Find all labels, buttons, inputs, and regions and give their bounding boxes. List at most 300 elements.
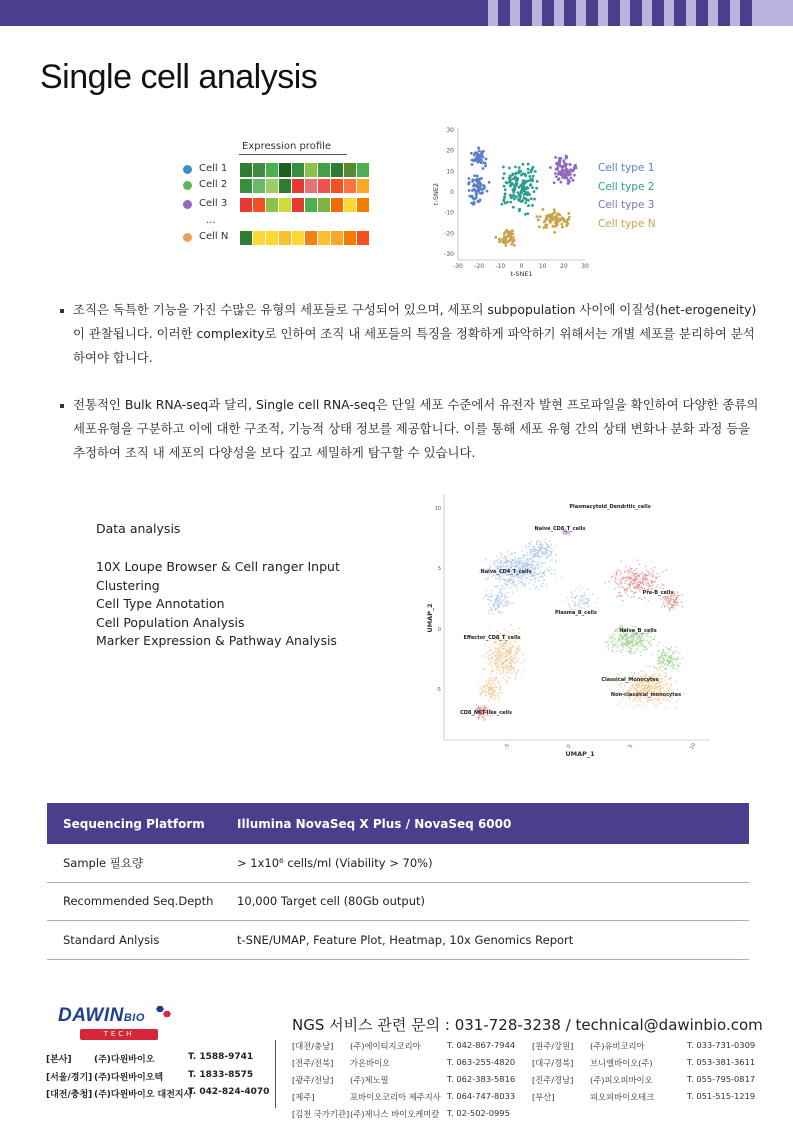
umap-point xyxy=(496,596,497,597)
umap-point xyxy=(550,545,551,546)
y-axis-label: UMAP_2 xyxy=(426,603,434,633)
umap-point xyxy=(648,686,649,687)
umap-point xyxy=(648,600,649,601)
heatmap-cell xyxy=(292,163,304,177)
umap-point xyxy=(609,581,610,582)
umap-point xyxy=(636,634,637,635)
umap-point xyxy=(620,686,621,687)
umap-point xyxy=(664,605,665,606)
umap-point xyxy=(511,651,512,652)
umap-point xyxy=(663,650,664,651)
banner-stripe xyxy=(686,0,696,26)
umap-point xyxy=(503,671,504,672)
umap-point xyxy=(508,659,509,660)
umap-point xyxy=(516,648,517,649)
umap-point xyxy=(498,597,499,598)
tsne-point xyxy=(557,212,560,215)
umap-point xyxy=(643,671,644,672)
umap-point xyxy=(671,604,672,605)
tsne-point xyxy=(486,190,489,193)
umap-point xyxy=(517,671,518,672)
umap-point xyxy=(660,656,661,657)
umap-point xyxy=(670,649,671,650)
umap-point xyxy=(621,572,622,573)
umap-point xyxy=(636,648,637,649)
umap-point xyxy=(644,649,645,650)
branch-row xyxy=(532,1074,762,1091)
umap-point xyxy=(506,566,507,567)
umap-point xyxy=(533,578,534,579)
tsne-point xyxy=(514,166,517,169)
umap-point xyxy=(532,551,533,552)
x-tick-label: -10 xyxy=(495,263,506,270)
tsne-point xyxy=(525,192,528,195)
tsne-point xyxy=(494,236,497,239)
umap-point xyxy=(638,597,639,598)
umap-point xyxy=(495,684,496,685)
umap-point xyxy=(490,680,491,681)
umap-point xyxy=(584,608,585,609)
umap-point xyxy=(673,600,674,601)
umap-point xyxy=(524,554,525,555)
umap-point xyxy=(572,593,573,594)
umap-point xyxy=(501,566,502,567)
umap-point xyxy=(619,583,620,584)
umap-point xyxy=(663,585,664,586)
umap-point xyxy=(495,662,496,663)
umap-point xyxy=(502,668,503,669)
tsne-point xyxy=(548,214,551,217)
umap-point xyxy=(536,540,537,541)
branch-column-right xyxy=(532,1040,762,1108)
umap-point xyxy=(626,589,627,590)
umap-point xyxy=(549,541,550,542)
umap-point xyxy=(499,651,500,652)
umap-point xyxy=(526,548,527,549)
branch-region: [대전/충남] xyxy=(292,1041,334,1051)
umap-point xyxy=(509,657,510,658)
tsne-point xyxy=(532,175,535,178)
umap-point xyxy=(498,698,499,699)
umap-point xyxy=(615,641,616,642)
expression-row xyxy=(172,231,352,245)
umap-point xyxy=(543,562,544,563)
tsne-point xyxy=(528,179,531,182)
umap-point xyxy=(670,604,671,605)
umap-point xyxy=(526,560,527,561)
umap-point xyxy=(505,593,506,594)
umap-point xyxy=(620,644,621,645)
umap-point xyxy=(507,676,508,677)
umap-point xyxy=(549,560,550,561)
umap-point xyxy=(507,645,508,646)
umap-point xyxy=(651,582,652,583)
tsne-point xyxy=(483,186,486,189)
umap-point xyxy=(503,562,504,563)
umap-point xyxy=(511,585,512,586)
umap-point xyxy=(499,581,500,582)
umap-point xyxy=(617,640,618,641)
umap-point xyxy=(579,607,580,608)
branch-row xyxy=(292,1108,522,1122)
umap-point xyxy=(485,559,486,560)
umap-point xyxy=(488,603,489,604)
umap-point xyxy=(569,533,570,534)
umap-point xyxy=(515,563,516,564)
umap-point xyxy=(643,702,644,703)
umap-point xyxy=(612,635,613,636)
heatmap-cell xyxy=(305,198,317,212)
umap-point xyxy=(581,594,582,595)
umap-point xyxy=(633,639,634,640)
umap-point xyxy=(530,575,531,576)
umap-point xyxy=(499,660,500,661)
umap-point xyxy=(659,678,660,679)
umap-point xyxy=(645,684,646,685)
umap-point xyxy=(648,643,649,644)
umap-point xyxy=(512,565,513,566)
umap-point xyxy=(635,573,636,574)
umap-point xyxy=(675,651,676,652)
tsne-point xyxy=(513,239,516,242)
tsne-point xyxy=(562,165,565,168)
tsne-point xyxy=(474,189,477,192)
tsne-point xyxy=(467,177,470,180)
umap-point xyxy=(538,589,539,590)
umap-point xyxy=(547,550,548,551)
umap-point xyxy=(612,645,613,646)
umap-point xyxy=(617,569,618,570)
banner-stripe xyxy=(620,0,630,26)
umap-point xyxy=(633,575,634,576)
spec-header-row xyxy=(47,803,749,844)
umap-point xyxy=(636,705,637,706)
heatmap-cell xyxy=(292,231,304,245)
umap-point xyxy=(625,645,626,646)
heatmap-cell xyxy=(318,179,330,193)
umap-point xyxy=(636,637,637,638)
umap-point xyxy=(498,559,499,560)
umap-point xyxy=(497,662,498,663)
umap-point xyxy=(535,551,536,552)
tsne-point xyxy=(553,208,556,211)
umap-point xyxy=(510,624,511,625)
banner-stripe xyxy=(510,0,520,26)
tsne-legend-item: Cell type 3 xyxy=(598,199,655,211)
umap-point xyxy=(626,638,627,639)
umap-point xyxy=(519,562,520,563)
umap-point xyxy=(496,599,497,600)
umap-point xyxy=(537,564,538,565)
umap-point xyxy=(657,654,658,655)
umap-point xyxy=(501,557,502,558)
umap-point xyxy=(616,629,617,630)
umap-point xyxy=(587,603,588,604)
tsne-point xyxy=(564,162,567,165)
umap-point xyxy=(622,645,623,646)
umap-point xyxy=(491,658,492,659)
umap-point xyxy=(629,635,630,636)
cell-dot-icon xyxy=(183,181,192,190)
umap-point xyxy=(488,660,489,661)
data-analysis-item: 10X Loupe Browser & Cell ranger Input xyxy=(96,559,340,574)
umap-point xyxy=(535,571,536,572)
umap-point xyxy=(638,573,639,574)
umap-point xyxy=(494,600,495,601)
tsne-point xyxy=(512,206,515,209)
umap-point xyxy=(488,681,489,682)
umap-point xyxy=(675,681,676,682)
umap-point xyxy=(655,684,656,685)
umap-point xyxy=(495,577,496,578)
cell-label: Cell N xyxy=(199,231,229,242)
umap-point xyxy=(505,602,506,603)
tsne-point xyxy=(502,177,505,180)
umap-point xyxy=(505,672,506,673)
umap-point xyxy=(497,556,498,557)
umap-point xyxy=(498,594,499,595)
branch-name: 포바이오코리아 제주지사 xyxy=(350,1092,441,1102)
umap-point xyxy=(488,655,489,656)
umap-point xyxy=(501,594,502,595)
umap-point xyxy=(614,574,615,575)
umap-point xyxy=(494,586,495,587)
umap-point xyxy=(571,591,572,592)
umap-point xyxy=(480,707,481,708)
tsne-point xyxy=(557,218,560,221)
umap-point xyxy=(660,681,661,682)
umap-point xyxy=(498,579,499,580)
heatmap-cell xyxy=(266,231,278,245)
tsne-point xyxy=(471,159,474,162)
office-name: (주)다윈바이오텍 xyxy=(94,1072,164,1083)
umap-point xyxy=(642,689,643,690)
umap-point xyxy=(505,658,506,659)
tsne-point xyxy=(567,179,570,182)
umap-point xyxy=(655,689,656,690)
umap-point xyxy=(676,707,677,708)
tsne-legend xyxy=(598,162,656,236)
tsne-point xyxy=(503,196,506,199)
umap-point xyxy=(497,561,498,562)
umap-point xyxy=(511,553,512,554)
umap-point xyxy=(641,587,642,588)
umap-point xyxy=(499,592,500,593)
branch-region: [원주/강원] xyxy=(532,1041,574,1051)
umap-point xyxy=(638,638,639,639)
umap-point xyxy=(509,646,510,647)
umap-point xyxy=(671,607,672,608)
umap-point xyxy=(527,559,528,560)
banner-stripe xyxy=(708,0,718,26)
umap-point xyxy=(488,647,489,648)
umap-point xyxy=(491,608,492,609)
umap-point xyxy=(540,577,541,578)
branch-row xyxy=(292,1057,522,1074)
umap-point xyxy=(647,585,648,586)
umap-point xyxy=(662,659,663,660)
umap-point xyxy=(645,635,646,636)
data-analysis-item: Marker Expression & Pathway Analysis xyxy=(96,633,337,649)
umap-point xyxy=(495,660,496,661)
heatmap-cell xyxy=(305,179,317,193)
umap-point xyxy=(676,601,677,602)
umap-point xyxy=(660,665,661,666)
umap-point xyxy=(514,565,515,566)
umap-point xyxy=(676,659,677,660)
data-analysis-list xyxy=(96,558,340,651)
umap-point xyxy=(651,685,652,686)
umap-point xyxy=(542,586,543,587)
umap-point xyxy=(676,599,677,600)
tsne-point xyxy=(480,151,483,154)
umap-point xyxy=(656,700,657,701)
umap-point xyxy=(512,580,513,581)
umap-point xyxy=(518,632,519,633)
umap-point xyxy=(481,697,482,698)
dawinbio-logo xyxy=(58,1005,145,1038)
x-tick-label: -30 xyxy=(453,263,463,270)
umap-point xyxy=(667,689,668,690)
umap-point xyxy=(511,656,512,657)
umap-point xyxy=(672,665,673,666)
tsne-point xyxy=(523,193,526,196)
branch-tel: T. 062-383-5816 xyxy=(447,1074,516,1084)
umap-point xyxy=(627,571,628,572)
umap-point xyxy=(677,689,678,690)
umap-point xyxy=(675,646,676,647)
umap-point xyxy=(521,562,522,563)
umap-point xyxy=(496,692,497,693)
umap-point xyxy=(506,669,507,670)
umap-point xyxy=(505,597,506,598)
umap-point xyxy=(609,638,610,639)
heatmap-cell xyxy=(240,231,252,245)
umap-point xyxy=(621,652,622,653)
umap-point xyxy=(491,576,492,577)
umap-point xyxy=(628,642,629,643)
umap-point xyxy=(659,700,660,701)
umap-point xyxy=(618,638,619,639)
umap-point xyxy=(662,657,663,658)
umap-point xyxy=(502,667,503,668)
umap-point xyxy=(635,635,636,636)
tsne-point xyxy=(561,168,564,171)
umap-point xyxy=(506,680,507,681)
umap-point xyxy=(622,642,623,643)
umap-point xyxy=(624,685,625,686)
umap-point xyxy=(646,569,647,570)
umap-point xyxy=(537,573,538,574)
umap-point xyxy=(673,658,674,659)
umap-point xyxy=(628,650,629,651)
office-row xyxy=(46,1087,271,1105)
umap-point xyxy=(588,605,589,606)
umap-point xyxy=(637,559,638,560)
umap-point xyxy=(546,555,547,556)
umap-point xyxy=(668,598,669,599)
branch-name: (주)제니스 바이오케미칼 xyxy=(350,1109,440,1119)
umap-point xyxy=(664,664,665,665)
umap-point xyxy=(651,644,652,645)
umap-point xyxy=(481,693,482,694)
umap-point xyxy=(493,563,494,564)
umap-point xyxy=(579,602,580,603)
umap-point xyxy=(656,668,657,669)
umap-point xyxy=(670,678,671,679)
umap-point xyxy=(632,706,633,707)
umap-point xyxy=(580,601,581,602)
heatmap-cell xyxy=(292,198,304,212)
umap-point xyxy=(493,561,494,562)
umap-point xyxy=(489,595,490,596)
umap-point xyxy=(516,641,517,642)
umap-point xyxy=(511,648,512,649)
umap-point xyxy=(533,557,534,558)
umap-point xyxy=(619,592,620,593)
umap-point xyxy=(487,652,488,653)
umap-point xyxy=(645,566,646,567)
umap-point xyxy=(504,578,505,579)
tsne-point xyxy=(535,187,538,190)
umap-point xyxy=(495,610,496,611)
branch-region: [광주/전남] xyxy=(292,1075,334,1085)
umap-point xyxy=(502,663,503,664)
umap-point xyxy=(653,638,654,639)
umap-point xyxy=(633,685,634,686)
umap-point xyxy=(489,600,490,601)
umap-point xyxy=(497,643,498,644)
tsne-point xyxy=(554,156,557,159)
umap-point xyxy=(639,642,640,643)
umap-point xyxy=(623,577,624,578)
umap-point xyxy=(518,659,519,660)
umap-point xyxy=(645,674,646,675)
umap-point xyxy=(664,685,665,686)
umap-point xyxy=(518,627,519,628)
umap-point xyxy=(529,544,530,545)
umap-point xyxy=(658,698,659,699)
umap-point xyxy=(548,557,549,558)
umap-cluster-label: Naive_CD8_T_cells xyxy=(534,526,586,532)
heatmap-cell xyxy=(240,198,252,212)
umap-point xyxy=(502,566,503,567)
umap-point xyxy=(495,647,496,648)
umap-point xyxy=(486,684,487,685)
branch-name: 브니엘바이오(주) xyxy=(590,1058,653,1068)
tsne-point xyxy=(516,178,519,181)
umap-point xyxy=(504,562,505,563)
umap-point xyxy=(615,651,616,652)
umap-point xyxy=(501,589,502,590)
tsne-point xyxy=(554,172,557,175)
tsne-point xyxy=(477,189,480,192)
tsne-point xyxy=(565,174,568,177)
umap-point xyxy=(506,556,507,557)
umap-point xyxy=(484,669,485,670)
umap-point xyxy=(608,648,609,649)
branch-region: [진주/경남] xyxy=(532,1075,574,1085)
umap-point xyxy=(649,586,650,587)
umap-point xyxy=(497,660,498,661)
umap-point xyxy=(505,643,506,644)
umap-point xyxy=(672,599,673,600)
tsne-point xyxy=(504,244,507,247)
umap-point xyxy=(642,704,643,705)
umap-point xyxy=(516,657,517,658)
umap-point xyxy=(500,564,501,565)
umap-point xyxy=(578,604,579,605)
